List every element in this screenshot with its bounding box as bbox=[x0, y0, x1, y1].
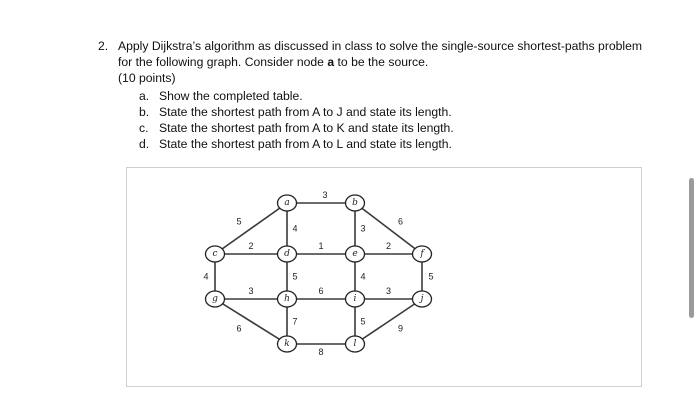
points-label: (10 points) bbox=[118, 71, 176, 85]
graph-diagram bbox=[127, 168, 643, 388]
edge-weight-f-j: 5 bbox=[428, 271, 434, 282]
edge-weight-b-e: 3 bbox=[360, 223, 366, 234]
node-label: i bbox=[353, 294, 357, 304]
source-node-emphasis: a bbox=[327, 55, 335, 69]
node-g bbox=[206, 291, 225, 307]
edge-weight-i-j: 3 bbox=[385, 286, 392, 296]
node-b bbox=[346, 195, 365, 211]
subquestion-letter: a. bbox=[139, 89, 150, 103]
edge-weight-a-b: 3 bbox=[322, 190, 328, 200]
edge-layer bbox=[203, 190, 433, 357]
node-h bbox=[278, 291, 297, 307]
subquestion-item bbox=[139, 136, 658, 152]
edge-weight-a-d: 4 bbox=[292, 223, 298, 234]
node-k bbox=[278, 336, 297, 352]
edge-weight-d-h: 5 bbox=[292, 271, 298, 282]
edge-weight-c-d: 2 bbox=[248, 241, 254, 251]
node-f bbox=[413, 246, 432, 262]
scrollbar[interactable] bbox=[689, 178, 694, 318]
edge-weight-d-e: 1 bbox=[318, 241, 324, 251]
node-l bbox=[346, 336, 365, 352]
node-d bbox=[278, 246, 297, 262]
subquestion-text: State the shortest path from A to K and state its length. bbox=[159, 121, 454, 135]
node-label: f bbox=[420, 249, 424, 259]
edge-weight-h-i: 6 bbox=[318, 286, 324, 296]
node-label: e bbox=[352, 249, 358, 259]
question-number: 2. bbox=[98, 39, 109, 53]
graph-figure bbox=[126, 167, 642, 387]
subquestion-letter: b. bbox=[139, 105, 150, 119]
question-line-2 bbox=[98, 54, 658, 70]
node-label: h bbox=[284, 294, 290, 304]
subquestion-text: Show the completed table. bbox=[159, 89, 303, 103]
node-label: a bbox=[284, 198, 290, 208]
subquestion-list bbox=[98, 88, 658, 152]
subquestion-item bbox=[139, 88, 658, 104]
edge-weight-e-f: 2 bbox=[385, 241, 392, 251]
node-c bbox=[206, 246, 225, 262]
node-label: k bbox=[284, 339, 290, 349]
edge-weight-c-g: 4 bbox=[203, 271, 209, 282]
edge-weight-k-l: 8 bbox=[318, 347, 324, 357]
edge-g-k bbox=[215, 299, 287, 344]
edge-weight-b-f: 6 bbox=[397, 216, 404, 227]
edge-weight-j-l: 9 bbox=[397, 323, 404, 334]
node-e bbox=[346, 246, 365, 262]
edge-weight-g-k: 6 bbox=[236, 323, 242, 334]
edge-weight-i-l: 5 bbox=[360, 316, 366, 327]
question-block bbox=[98, 38, 658, 152]
node-label: l bbox=[353, 339, 357, 349]
subquestion-letter: d. bbox=[139, 137, 150, 151]
node-label: b bbox=[352, 198, 358, 208]
edge-weight-h-k: 7 bbox=[292, 316, 298, 327]
subquestion-text: State the shortest path from A to J and state its length. bbox=[159, 105, 452, 119]
subquestion-letter: c. bbox=[139, 121, 149, 135]
node-a bbox=[278, 195, 297, 211]
node-label: j bbox=[420, 294, 424, 304]
subquestion-item bbox=[139, 120, 658, 136]
question-line-1: Apply Dijkstra’s algorithm as discussed in class to solve the single-source shortest-paths problem bbox=[118, 39, 643, 53]
node-label: c bbox=[212, 249, 218, 259]
edge-weight-g-h: 3 bbox=[248, 286, 254, 296]
edge-weight-a-c: 5 bbox=[236, 216, 242, 227]
question-line-2-end: to be the source. bbox=[334, 55, 429, 69]
question-line-2-text: for the following graph. Consider node bbox=[118, 55, 328, 69]
subquestion-text: State the shortest path from A to L and state its length. bbox=[159, 137, 452, 151]
node-label: g bbox=[212, 294, 218, 304]
subquestion-item bbox=[139, 104, 658, 120]
node-i bbox=[346, 291, 365, 307]
edge-weight-e-i: 4 bbox=[360, 271, 366, 282]
node-label: d bbox=[284, 249, 290, 259]
node-j bbox=[413, 291, 432, 307]
